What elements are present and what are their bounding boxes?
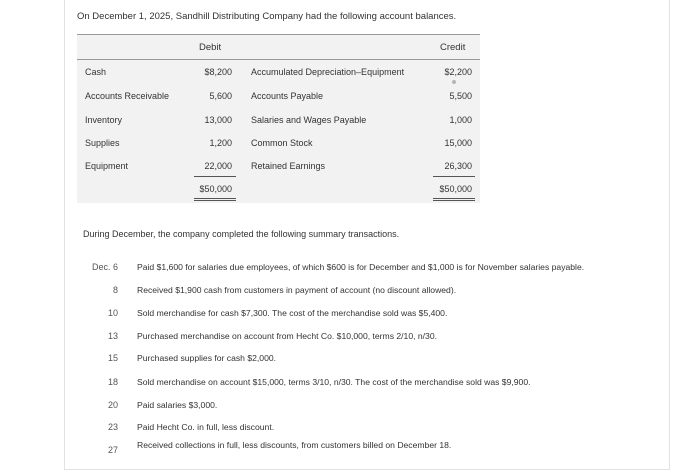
spinner-dot <box>452 80 456 84</box>
transaction-text: Sold merchandise for cash $7,300. The cost of the merchandise sold was $5,400. <box>137 308 448 318</box>
credit-account: Accounts Payable <box>251 91 324 101</box>
credit-total-rule <box>433 176 475 177</box>
credit-total-double-rule <box>433 198 475 201</box>
transactions-intro: During December, the company completed the following summary transactions. <box>83 229 400 239</box>
credit-account: Retained Earnings <box>251 161 326 171</box>
transaction-date: 10 <box>107 308 118 318</box>
debit-account: Cash <box>85 67 107 77</box>
transaction-date: Dec. 6 <box>91 262 118 272</box>
credit-header: Credit <box>440 42 466 53</box>
debit-total-rule <box>194 176 236 177</box>
transaction-text: Paid $1,600 for salaries due employees, of which $600 is for December and $1,000 is for November salaries payable. <box>137 262 585 272</box>
transaction-text: Purchased supplies for cash $2,000. <box>137 353 277 363</box>
intro-text: On December 1, 2025, Sandhill Distributing Company had the following account balances. <box>77 11 457 22</box>
debit-amount: $8,200 <box>204 67 232 77</box>
credit-account: Salaries and Wages Payable <box>251 115 367 125</box>
debit-total-double-rule <box>194 198 236 201</box>
transaction-text: Purchased merchandise on account from Hecht Co. $10,000, terms 2/10, n/30. <box>137 331 437 341</box>
credit-account: Accumulated Depreciation–Equipment <box>251 67 405 77</box>
transaction-text: Sold merchandise on account $15,000, terms 3/10, n/30. The cost of the merchandise sold was $9,900. <box>137 377 531 387</box>
debit-total: $50,000 <box>199 184 232 194</box>
debit-amount: 1,200 <box>209 138 232 148</box>
transaction-text: Paid Hecht Co. in full, less discount. <box>137 422 275 432</box>
debit-amount: 5,600 <box>209 91 232 101</box>
table-header-rule <box>77 59 480 60</box>
debit-account: Accounts Receivable <box>85 91 170 101</box>
transaction-date: 8 <box>112 285 118 295</box>
credit-amount: 5,500 <box>449 91 472 101</box>
debit-amount: 13,000 <box>204 115 232 125</box>
transaction-date: 18 <box>107 377 118 387</box>
transaction-date: 27 <box>107 445 118 455</box>
credit-total: $50,000 <box>439 184 472 194</box>
debit-account: Inventory <box>85 115 123 125</box>
transaction-text: Received collections in full, less discounts, from customers billed on December 18. <box>137 440 452 450</box>
debit-account: Supplies <box>85 138 120 148</box>
debit-header: Debit <box>199 42 222 53</box>
credit-amount: $2,200 <box>444 67 472 77</box>
transaction-date: 23 <box>107 422 118 432</box>
debit-account: Equipment <box>85 161 129 171</box>
transaction-text: Paid salaries $3,000. <box>137 400 218 410</box>
credit-amount: 1,000 <box>449 115 472 125</box>
table-top-rule <box>77 34 480 35</box>
transaction-date: 20 <box>107 400 118 410</box>
debit-amount: 22,000 <box>204 161 232 171</box>
credit-amount: 15,000 <box>444 138 472 148</box>
transaction-date: 13 <box>107 331 118 341</box>
transaction-date: 15 <box>107 353 118 363</box>
transaction-text: Received $1,900 cash from customers in payment of account (no discount allowed). <box>137 285 457 295</box>
credit-account: Common Stock <box>251 138 313 148</box>
credit-amount: 26,300 <box>444 161 472 171</box>
